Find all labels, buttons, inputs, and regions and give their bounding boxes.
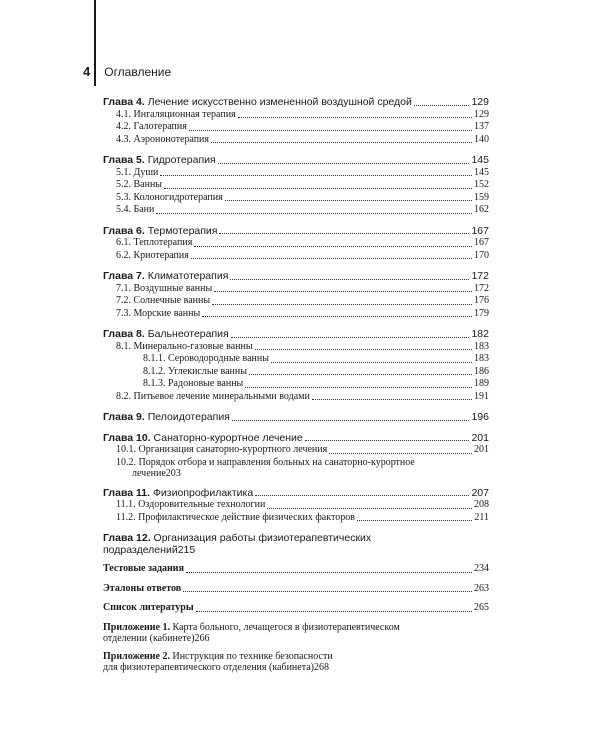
- chapter-title-cont: подразделений: [103, 544, 178, 556]
- dot-leader: [249, 374, 472, 375]
- backmatter-label: Тестовые задания: [103, 563, 184, 574]
- section-entry: [103, 167, 489, 180]
- section-page: 201: [474, 444, 489, 455]
- dot-leader: [191, 258, 472, 259]
- chapter-heading: [103, 270, 228, 283]
- section-page: 186: [474, 365, 489, 377]
- section-page: 176: [474, 295, 489, 306]
- dot-leader: [186, 572, 472, 573]
- dot-leader: [312, 399, 472, 400]
- section-title: 8.2. Питьевое лечение минеральными водами: [116, 390, 310, 402]
- chapter-label: Глава 5.: [103, 154, 145, 166]
- chapter-entry: [103, 270, 489, 283]
- backmatter-title: Карта больного, лечащегося в физиотерапевтическом: [172, 621, 400, 633]
- section-entry: [103, 179, 489, 192]
- dot-leader: [230, 279, 469, 280]
- chapter-label: Глава 7.: [103, 270, 145, 282]
- dot-leader: [225, 200, 472, 201]
- dot-leader: [202, 316, 472, 317]
- backmatter-entry: [103, 602, 489, 615]
- section-title: 8.1.3. Радоновые ванны: [143, 378, 244, 389]
- chapter-heading: [103, 328, 229, 341]
- dot-leader: [232, 420, 470, 421]
- backmatter-label: Список литературы: [103, 602, 194, 613]
- chapter-label: Глава 11.: [103, 486, 151, 499]
- section-entry: [103, 444, 489, 457]
- page-header: [83, 64, 171, 79]
- section-title: 7.3. Морские ванны: [116, 307, 201, 319]
- chapter-page: 215: [177, 544, 196, 556]
- section-page: 145: [474, 166, 489, 178]
- section-entry: [103, 341, 489, 354]
- section-title: 5.1. Души: [116, 166, 159, 178]
- chapter-label: Глава 6.: [103, 224, 145, 237]
- section-title: 5.4. Бани: [116, 204, 155, 215]
- section-page: 208: [474, 499, 489, 510]
- subsection-entry: [103, 353, 489, 366]
- chapter-entry: [103, 154, 489, 167]
- section-page: 167: [474, 237, 489, 248]
- chapter-entry: [103, 96, 489, 109]
- chapter-entry: [103, 487, 489, 500]
- section-entry: [103, 391, 489, 404]
- section-title: 11.1. Оздоровительные технологии: [116, 499, 266, 510]
- chapter-title: Гидротерапия: [147, 154, 216, 166]
- chapter-label: Глава 9.: [103, 411, 145, 423]
- section-page: 137: [474, 121, 489, 132]
- chapter-label: Глава 4.: [103, 96, 145, 108]
- section-page: 211: [474, 511, 489, 523]
- chapter-page: 207: [471, 486, 489, 499]
- backmatter-page: 263: [474, 582, 489, 594]
- section-title: 4.1. Ингаляционная терапия: [116, 108, 236, 120]
- chapter-title: Физиопрофилактика: [152, 486, 254, 499]
- chapter-title: Организация работы физиотерапевтических: [153, 532, 372, 544]
- backmatter-entry: [103, 563, 489, 576]
- dot-leader: [255, 349, 472, 350]
- chapter-page: 172: [471, 270, 489, 282]
- section-entry: [103, 512, 489, 525]
- backmatter-line: [103, 651, 489, 662]
- backmatter-line: [103, 622, 489, 633]
- dot-leader: [194, 246, 472, 247]
- subsection-entry: [103, 366, 489, 379]
- section-title: 10.2. Порядок отбора и направления больных на санаторно-курортное: [116, 456, 415, 468]
- chapter-page: 182: [471, 328, 489, 340]
- chapter-entry: [103, 225, 489, 238]
- backmatter-entry: [103, 622, 489, 644]
- section-title: 5.2. Ванны: [116, 179, 163, 190]
- dot-leader: [329, 453, 472, 454]
- dot-leader: [160, 175, 472, 176]
- dot-leader: [211, 142, 472, 143]
- subsection-entry: [103, 378, 489, 391]
- chapter-heading: [103, 154, 216, 167]
- section-title: 7.2. Солнечные ванны: [116, 295, 211, 306]
- dot-leader: [156, 213, 472, 214]
- chapter-title: Климатотерапия: [147, 270, 229, 282]
- chapter-title: Бальнеотерапия: [147, 328, 229, 340]
- backmatter-page: 265: [474, 602, 489, 613]
- chapter-page: 196: [471, 411, 489, 423]
- section-page: 189: [474, 378, 489, 389]
- backmatter-title: Инструкция по технике безопасности: [172, 650, 333, 662]
- chapter-page: 167: [471, 224, 489, 237]
- chapter-title: Лечение искусственно измененной воздушной средой: [147, 96, 412, 108]
- dot-leader: [196, 611, 472, 612]
- backmatter-label: Приложение 1.: [103, 621, 170, 633]
- dot-leader: [271, 362, 472, 363]
- chapter-heading: [103, 432, 303, 445]
- section-entry: [103, 204, 489, 217]
- section-page: 170: [474, 249, 489, 261]
- chapter-page: 129: [471, 96, 489, 108]
- chapter-entry: [103, 411, 489, 424]
- chapter-entry: [103, 432, 489, 445]
- section-entry: [103, 192, 489, 205]
- backmatter-page: 268: [313, 661, 329, 673]
- section-page: 183: [474, 353, 489, 364]
- section-page: 140: [474, 133, 489, 145]
- chapter-heading: [103, 487, 253, 500]
- section-title: 4.2. Галотерапия: [116, 121, 187, 132]
- section-page: 159: [474, 191, 489, 203]
- dot-leader: [189, 130, 472, 131]
- dot-leader: [183, 591, 472, 592]
- section-title: 10.1. Организация санаторно-курортного лечения: [116, 444, 328, 455]
- chapter-title: Пелоидотерапия: [147, 411, 230, 423]
- dot-leader: [212, 304, 472, 305]
- section-title: 5.3. Колоногидротерапия: [116, 191, 223, 203]
- chapter-label: Глава 12.: [103, 532, 151, 544]
- section-page: 203: [165, 467, 181, 479]
- section-page: 162: [474, 204, 489, 215]
- section-entry: [103, 250, 489, 263]
- chapter-line: [103, 544, 489, 556]
- backmatter-title-cont: для физиотерапевтического отделения (кабинета): [103, 661, 314, 673]
- backmatter-line: [103, 633, 489, 644]
- section-entry: [103, 295, 489, 308]
- chapter-heading: [103, 411, 230, 424]
- backmatter-page: 234: [474, 563, 489, 574]
- chapter-heading: [103, 96, 412, 109]
- chapter-title: Санаторно-курортное лечение: [153, 431, 303, 444]
- section-title: 11.2. Профилактическое действие физических факторов: [116, 511, 355, 523]
- table-of-contents: [103, 96, 489, 673]
- section-page: 191: [474, 390, 489, 402]
- dot-leader: [414, 105, 470, 106]
- backmatter-line: [103, 662, 489, 673]
- dot-leader: [164, 188, 472, 189]
- section-title: 7.1. Воздушные ванны: [116, 282, 213, 294]
- section-entry: [103, 237, 489, 250]
- section-page: 129: [474, 108, 489, 120]
- dot-leader: [214, 291, 472, 292]
- section-title-cont: лечение: [132, 467, 166, 479]
- section-entry: [103, 499, 489, 512]
- chapter-line: [103, 532, 489, 544]
- dot-leader: [238, 117, 472, 118]
- section-title: 4.3. Аэрононотерапия: [116, 133, 210, 145]
- section-entry: [103, 283, 489, 296]
- section-title: 8.1.2. Углекислые ванны: [143, 365, 247, 377]
- chapter-entry: [103, 532, 489, 556]
- backmatter-entry: [103, 583, 489, 596]
- dot-leader: [218, 163, 470, 164]
- section-title: 6.1. Теплотерапия: [116, 237, 193, 248]
- section-entry: [103, 134, 489, 147]
- section-entry: [103, 457, 489, 479]
- backmatter-page: 266: [194, 632, 210, 644]
- page-number: 4: [83, 64, 91, 79]
- section-entry: [103, 121, 489, 134]
- section-line: [116, 468, 489, 479]
- chapter-heading: [103, 225, 217, 238]
- section-title: 8.1.1. Сероводородные ванны: [143, 353, 269, 364]
- section-page: 179: [474, 307, 489, 319]
- dot-leader: [267, 508, 472, 509]
- section-title: 8.1. Минерально-газовые ванны: [116, 340, 253, 352]
- section-title: 6.2. Криотерапия: [116, 249, 189, 261]
- dot-leader: [231, 337, 470, 338]
- chapter-entry: [103, 328, 489, 341]
- chapter-page: 145: [471, 154, 489, 166]
- chapter-label: Глава 8.: [103, 328, 145, 340]
- dot-leader: [245, 387, 472, 388]
- section-entry: [103, 109, 489, 122]
- chapter-title: Термотерапия: [147, 224, 218, 237]
- backmatter-title-cont: отделении (кабинете): [103, 632, 195, 644]
- backmatter-entry: [103, 651, 489, 673]
- section-entry: [103, 308, 489, 321]
- section-page: 172: [474, 282, 489, 294]
- dot-leader: [305, 440, 470, 441]
- dot-leader: [219, 233, 469, 234]
- backmatter-label: Приложение 2.: [103, 650, 170, 662]
- dot-leader: [255, 495, 469, 496]
- section-page: 152: [474, 179, 489, 190]
- chapter-label: Глава 10.: [103, 431, 151, 444]
- dot-leader: [357, 520, 472, 521]
- backmatter-label: Эталоны ответов: [103, 582, 182, 594]
- section-page: 183: [474, 340, 489, 352]
- chapter-page: 201: [471, 431, 489, 444]
- running-title: Оглавление: [104, 65, 172, 79]
